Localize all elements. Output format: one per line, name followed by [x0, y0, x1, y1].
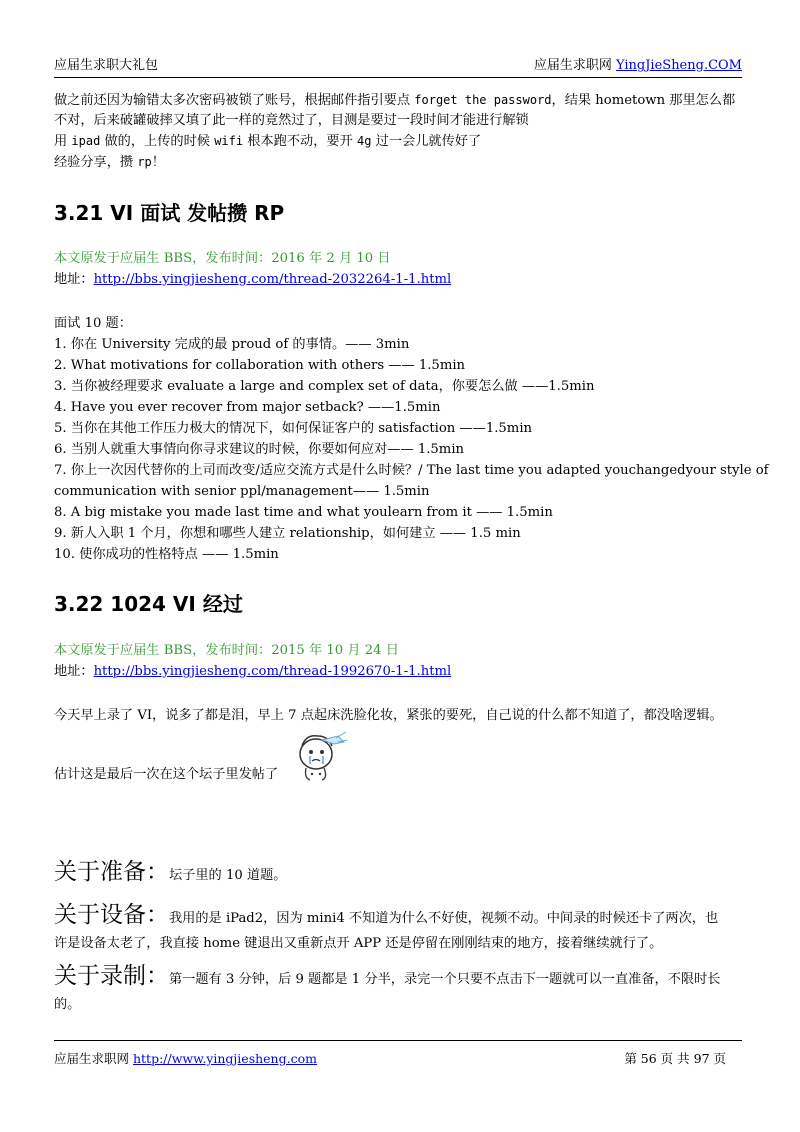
intro-text: 用 [54, 134, 72, 149]
header-site-label: 应届生求职网 [533, 58, 617, 73]
footer-divider [54, 1040, 742, 1041]
intro-text: ！ [151, 155, 165, 170]
intro-code: 4g [356, 134, 372, 148]
list-item: 4. Have you ever recover from major setback? ——1.5min [54, 400, 441, 415]
address-line [54, 269, 451, 290]
list-item: 3. 当你被经理要求 evaluate a large and complex set of data，你要怎么做 ——1.5min [54, 379, 595, 394]
section-heading-3-22: 3.22 1024 VI 经过 [54, 592, 243, 616]
header-title: 应届生求职大礼包 [54, 58, 159, 73]
footer-site-link[interactable]: http://www.yingjiesheng.com [132, 1051, 317, 1066]
list-item: 2. What motivations for collaboration with others —— 1.5min [54, 358, 466, 373]
record-label: 关于录制： [54, 963, 169, 989]
list-item: 1. 你在 University 完成的最 proud of 的事情。—— 3min [54, 337, 410, 352]
device-line-1 [54, 901, 718, 931]
intro-text: 过一会儿就传好了 [371, 134, 482, 149]
record-line-1 [54, 962, 720, 992]
list-item: 6. 当别人就重大事情向你寻求建议的时候，你要如何应对—— 1.5min [54, 442, 465, 457]
intro-code: ipad [71, 134, 101, 148]
list-item: 10. 使你成功的性格特点 —— 1.5min [54, 547, 279, 562]
prep-line [54, 858, 286, 888]
intro-text: ，结果 hometown 那里怎么都 [551, 93, 736, 108]
post-paragraph: 估计这是最后一次在这个坛子里发帖了 [54, 767, 279, 782]
page-number: 第 56 页 共 97 页 [624, 1051, 726, 1066]
list-title: 面试 10 题： [54, 316, 132, 331]
address-label: 地址： [54, 664, 94, 679]
device-text: 我用的是 iPad2，因为 mini4 不知道为什么不好使，视频不动。中间录的时候还卡了两次，也 [169, 911, 719, 926]
source-note: 本文原发于应届生 BBS，发布时间：2016 年 2 月 10 日 [54, 251, 391, 266]
thread-link[interactable]: http://bbs.yingjiesheng.com/thread-1992670-1-1.html [93, 664, 452, 679]
intro-line-2: 不对，后来破罐破摔又填了此一样的竟然过了，目测是要过一段时间才能进行解锁 [54, 113, 529, 128]
prep-label: 关于准备： [54, 859, 169, 885]
section-heading-3-21: 3.21 VI 面试 发帖攒 RP [54, 201, 285, 225]
intro-code: wifi [214, 134, 244, 148]
list-item: 5. 当你在其他工作压力极大的情况下，如何保证客户的 satisfaction ——1.5min [54, 421, 533, 436]
intro-code: rp [137, 155, 152, 169]
intro-text: 经验分享，攒 [54, 155, 138, 170]
intro-text: 做的，上传的时候 [100, 134, 215, 149]
thread-link[interactable]: http://bbs.yingjiesheng.com/thread-2032264-1-1.html [93, 272, 452, 287]
device-label: 关于设备： [54, 902, 169, 928]
header-site [534, 58, 742, 74]
intro-line-3 [54, 131, 481, 152]
prep-text: 坛子里的 10 道题。 [169, 868, 287, 883]
list-item-continued: communication with senior ppl/management—— 1.5min [54, 484, 430, 499]
header-site-link[interactable]: YingJieSheng.COM [616, 58, 742, 73]
record-line-2: 的。 [54, 997, 81, 1012]
list-item: 9. 新人入职 1 个月，你想和哪些人建立 relationship，如何建立 —— 1.5 min [54, 526, 521, 541]
device-line-2: 许是设备太老了，我直接 home 键退出又重新点开 APP 还是停留在刚刚结束的地方，接着继续就行了。 [54, 936, 663, 951]
address-label: 地址： [54, 272, 94, 287]
list-item: 8. A big mistake you made last time and what youlearn from it —— 1.5min [54, 505, 553, 520]
footer-site-label: 应届生求职网 [54, 1051, 133, 1066]
list-item: 7. 你上一次因代替你的上司而改变/适应交流方式是什么时候？/ The last time you adapted youchangedyour style of [54, 463, 769, 478]
address-line [54, 661, 451, 682]
intro-line-1 [54, 90, 735, 111]
intro-text: 根本跑不动，要开 [243, 134, 357, 149]
intro-text: 做之前还因为输错太多次密码被锁了账号，根据邮件指引要点 [54, 93, 415, 108]
footer-site [54, 1051, 317, 1067]
source-note: 本文原发于应届生 BBS，发布时间：2015 年 10 月 24 日 [54, 643, 399, 658]
post-paragraph: 今天早上录了 VI，说多了都是泪，早上 7 点起床洗脸化妆，紧张的要死，自己说的什么都不知道了，都没啥逻辑。 [54, 708, 723, 723]
intro-line-4 [54, 152, 165, 173]
header-divider [54, 77, 742, 78]
intro-code: forget the password [414, 93, 552, 107]
record-text: 第一题有 3 分钟，后 9 题都是 1 分半，录完一个只要不点击下一题就可以一直准备，不限时长 [169, 972, 721, 987]
crying-emoticon-icon [292, 728, 348, 784]
